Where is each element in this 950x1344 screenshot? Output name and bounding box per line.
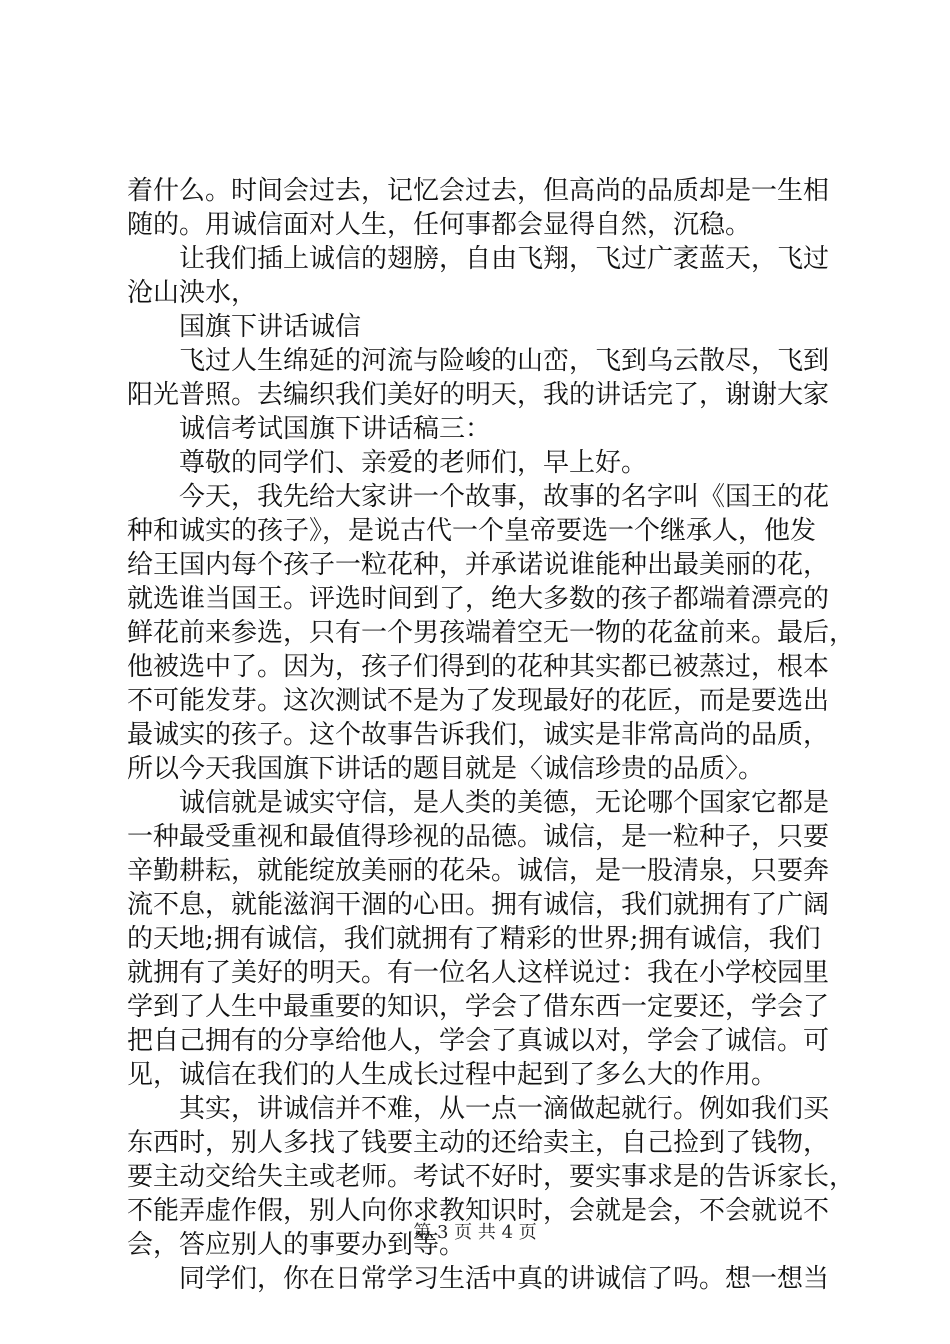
text-line: 就选谁当国王。评选时间到了，绝大多数的孩子都端着漂亮的 xyxy=(127,584,830,614)
text-line: 就拥有了美好的明天。有一位名人这样说过：我在小学校园里 xyxy=(127,958,830,988)
text-line: 让我们插上诚信的翅膀，自由飞翔，飞过广袤蓝天，飞过 xyxy=(179,244,830,274)
page-footer xyxy=(0,1218,950,1244)
text-line: 飞过人生绵延的河流与险峻的山峦，飞到乌云散尽，飞到 xyxy=(179,346,830,376)
text-line: 随的。用诚信面对人生，任何事都会显得自然，沉稳。 xyxy=(127,210,752,240)
text-line: 东西时，别人多找了钱要主动的还给卖主，自己捡到了钱物， xyxy=(127,1128,830,1158)
text-line: 辛勤耕耘，就能绽放美丽的花朵。诚信，是一股清泉，只要奔 xyxy=(127,856,830,886)
text-line: 诚信就是诚实守信，是人类的美德，无论哪个国家它都是 xyxy=(179,788,830,818)
document-body xyxy=(127,174,856,1296)
text-line: 一种最受重视和最值得珍视的品德。诚信，是一粒种子，只要 xyxy=(127,822,830,852)
section-heading: 国旗下讲话诚信 xyxy=(179,312,362,342)
text-line: 见，诚信在我们的人生成长过程中起到了多么大的作用。 xyxy=(127,1060,778,1090)
text-line: 同学们，你在日常学习生活中真的讲诚信了吗。想一想当 xyxy=(179,1264,830,1294)
text-line: 尊敬的同学们、亲爱的老师们，早上好。 xyxy=(179,448,648,478)
text-line: 着什么。时间会过去，记忆会过去，但高尚的品质却是一生相 xyxy=(127,176,830,206)
text-line: 其实，讲诚信并不难，从一点一滴做起就行。例如我们买 xyxy=(179,1094,830,1124)
text-line: 给王国内每个孩子一粒花种，并承诺说谁能种出最美丽的花， xyxy=(127,550,830,580)
text-line: 今天，我先给大家讲一个故事，故事的名字叫《国王的花 xyxy=(179,482,830,512)
text-line: 种和诚实的孩子》，是说古代一个皇帝要选一个继承人，他发 xyxy=(127,516,817,546)
text-line: 把自己拥有的分享给他人，学会了真诚以对，学会了诚信。可 xyxy=(127,1026,830,1056)
text-line: 阳光普照。去编织我们美好的明天，我的讲话完了，谢谢大家 xyxy=(127,380,830,410)
text-line: 学到了人生中最重要的知识，学会了借东西一定要还，学会了 xyxy=(127,992,830,1022)
text-line: 所以今天我国旗下讲话的题目就是〈诚信珍贵的品质〉。 xyxy=(127,754,765,784)
text-line: 会，答应别人的事要办到等。 xyxy=(127,1230,466,1260)
text-line: 他被选中了。因为，孩子们得到的花种其实都已被蒸过，根本 xyxy=(127,652,830,682)
text-line: 要主动交给失主或老师。考试不好时，要实事求是的告诉家长， xyxy=(127,1162,856,1192)
text-line: 不可能发芽。这次测试不是为了发现最好的花匠，而是要选出 xyxy=(127,686,830,716)
text-line: 沧山泱水， xyxy=(127,278,258,308)
text-line: 最诚实的孩子。这个故事告诉我们，诚实是非常高尚的品质， xyxy=(127,720,830,750)
text-line: 不能弄虚作假，别人向你求教知识时，会就是会，不会就说不 xyxy=(127,1196,830,1226)
section-heading: 诚信考试国旗下讲话稿三： xyxy=(179,414,492,444)
text-line: 鲜花前来参选，只有一个男孩端着空无一物的花盆前来。最后， xyxy=(127,618,856,648)
text-line: 的天地;拥有诚信，我们就拥有了精彩的世界;拥有诚信，我们 xyxy=(127,924,821,954)
text-line: 流不息，就能滋润干涸的心田。拥有诚信，我们就拥有了广阔 xyxy=(127,890,830,920)
page-number-label: 第 3 页 共 4 页 xyxy=(413,1222,537,1243)
